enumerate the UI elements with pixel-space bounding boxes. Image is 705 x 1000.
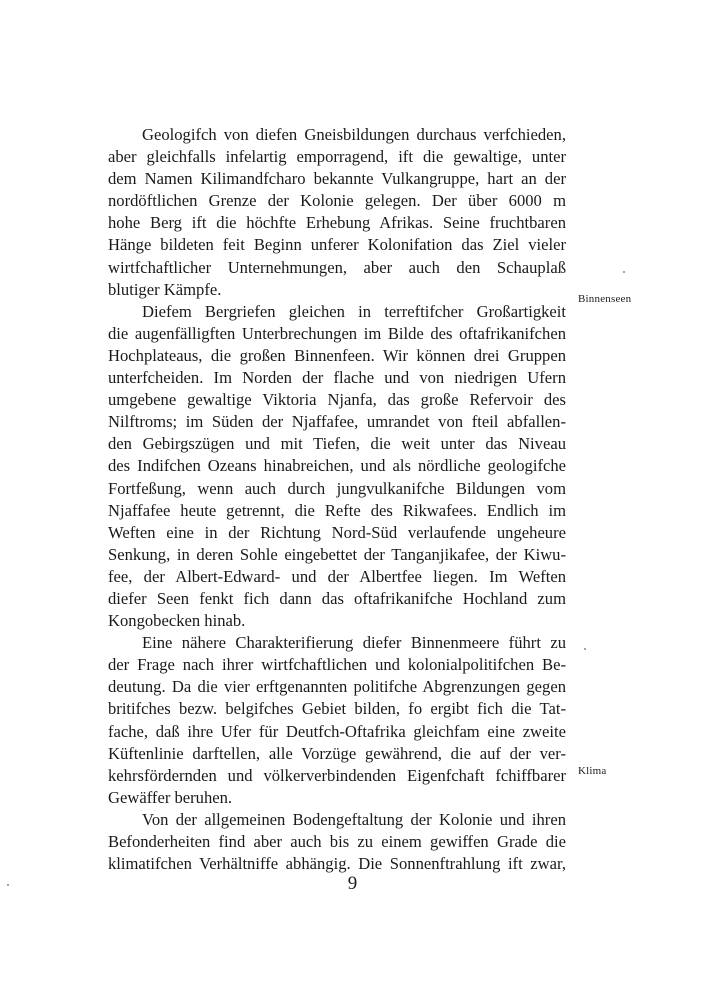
text-line: Njaffafee heute getrennt, die Refte des Rikwafees. Endlich im (108, 500, 566, 520)
text-line: fache, daß ihre Ufer für Deutfch-Oftafrika gleichfam eine zweite (108, 721, 566, 741)
text-line: Fortfeßung, wenn auch durch jungvulkanifche Bildungen vom (108, 478, 566, 498)
paper-speck (7, 884, 9, 886)
text-line: des Indifchen Ozeans hinabreichen, und als nördliche geologifche (108, 456, 566, 476)
text-line: blutiger Kämpfe. (108, 279, 222, 299)
text-line: Kongobecken hinab. (108, 611, 246, 631)
text-line: Befonderheiten find aber auch bis zu einem gewiffen Grade die (108, 832, 566, 851)
text-line: wirtfchaftlicher Unternehmungen, aber auch den Schauplaß (108, 257, 566, 277)
text-line: umgebene gewaltige Viktoria Njanfa, das große Refervoir des (108, 390, 566, 410)
text-line: Von der allgemeinen Bodengeftaltung der Kolonie und ihren (142, 809, 566, 829)
text-line: Nilftroms; im Süden der Njaffafee, umrandet von fteil abfallen- (108, 412, 566, 432)
text-line: Senkung, in deren Sohle eingebettet der Tanganjikafee, der Kiwu- (108, 544, 566, 564)
text-line: britifches bezw. belgifches Gebiet bilden, fo ergibt fich die Tat- (108, 699, 566, 719)
text-line: hohe Berg ift die höchfte Erhebung Afrikas. Seine fruchtbaren (108, 213, 566, 233)
paper-speck (623, 271, 625, 273)
text-line: klimatifchen Verhältniffe abhängig. Die Sonnenftrahlung ift zwar, (108, 854, 566, 874)
text-line: den Gebirgszügen und mit Tiefen, die weit unter das Niveau (108, 434, 566, 454)
text-line: Hochplateaus, die großen Binnenfeen. Wir können drei Gruppen (108, 345, 566, 365)
paragraph (108, 124, 566, 301)
body-text (108, 124, 566, 875)
text-line: Küftenlinie darftellen, alle Vorzüge gewährend, die auf der ver- (108, 743, 566, 763)
text-line: Geologifch von diefen Gneisbildungen durchaus verfchieden, (142, 125, 566, 144)
text-line: die augenfälligften Unterbrechungen im Bilde des oftafrikanifchen (108, 323, 566, 343)
text-line: aber gleichfalls infelartig emporragend, ift die gewaltige, unter (108, 147, 566, 167)
text-line: deutung. Da die vier erftgenannten politifche Abgrenzungen gegen (108, 677, 566, 697)
text-line: fee, der Albert-Edward- und der Albertfee liegen. Im Weften (108, 566, 566, 586)
text-line: der Frage nach ihrer wirtfchaftlichen und kolonialpolitifchen Be- (108, 655, 566, 675)
text-line: Diefem Bergriefen gleichen in terreftifcher Großartigkeit (142, 301, 566, 321)
text-line: Hänge bildeten feit Beginn unferer Kolonifation das Ziel vieler (108, 235, 566, 255)
paragraph (108, 809, 566, 875)
text-line: Gewäffer beruhen. (108, 787, 233, 807)
paper-speck (584, 648, 586, 650)
text-line: Eine nähere Charakterifierung diefer Binnenmeere führt zu (142, 633, 566, 653)
text-line: diefer Seen fenkt fich dann das oftafrikanifche Hochland zum (108, 588, 566, 608)
page-number: 9 (347, 873, 358, 894)
text-line: Weften eine in der Richtung Nord-Süd verlaufende ungeheure (108, 522, 566, 542)
text-line: dem Namen Kilimandfcharo bekannte Vulkangruppe, hart an der (108, 169, 566, 189)
margin-note-binnenseen: Binnenseen (578, 293, 632, 305)
text-line: nordöftlichen Grenze der Kolonie gelegen. Der über 6000 m (108, 191, 566, 211)
text-line: kehrsfördernden und völkerverbindenden Eigenfchaft fchiffbarer (108, 765, 566, 785)
paragraph (108, 301, 566, 632)
text-line: unterfcheiden. Im Norden der flache und von niedrigen Ufern (108, 368, 566, 388)
paragraph (108, 632, 566, 809)
margin-note-klima: Klima (578, 765, 607, 777)
